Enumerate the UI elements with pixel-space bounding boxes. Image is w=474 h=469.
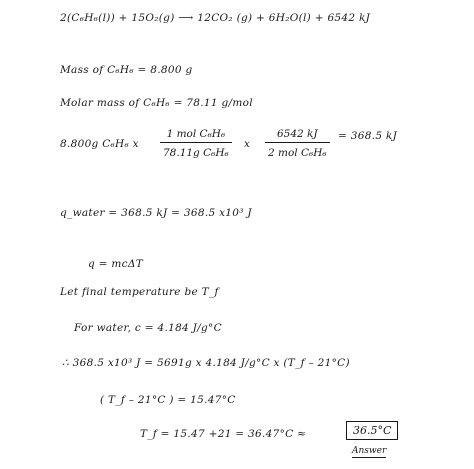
fraction-denominator: 78.11g C₆H₆: [163, 147, 229, 159]
fraction-mol-per-gram: [160, 128, 232, 159]
molar-mass-of-benzene: Molar mass of C₆H₆ = 78.11 g/mol: [60, 97, 253, 109]
q-water-line: q_water = 368.5 kJ = 368.5 x10³ J: [60, 207, 252, 219]
heat-formula: q = mcΔT: [88, 258, 144, 270]
mass-of-benzene: Mass of C₆H₆ = 8.800 g: [60, 64, 193, 76]
fraction-numerator: 1 mol C₆H₆: [160, 128, 232, 143]
answer-label: Answer: [352, 446, 387, 456]
fraction-numerator: 6542 kJ: [265, 128, 330, 143]
reaction-equation: 2(C₆H₆(l)) + 15O₂(g) ⟶ 12CO₂ (g) + 6H₂O(l) + 6542 kJ: [60, 12, 371, 24]
fraction-denominator: 2 mol C₆H₆: [268, 147, 327, 159]
boxed-final-answer: 36.5°C: [346, 421, 398, 440]
heat-balance-equation: ∴ 368.5 x10³ J = 5691g x 4.184 J/g°C x (T_f – 21°C): [62, 357, 350, 369]
let-final-temperature: Let final temperature be T_f: [60, 286, 219, 298]
temperature-change-line: ( T_f – 21°C ) = 15.47°C: [100, 394, 236, 406]
specific-heat-water: For water, c = 4.184 J/g°C: [74, 322, 222, 334]
fraction-kj-per-mol: [265, 128, 330, 159]
conversion-result: = 368.5 kJ: [338, 130, 398, 142]
conversion-lead: 8.800g C₆H₆ x: [60, 138, 139, 150]
multiply-sign: x: [244, 138, 251, 150]
final-temperature-line: T_f = 15.47 +21 = 36.47°C ≈: [140, 428, 307, 440]
